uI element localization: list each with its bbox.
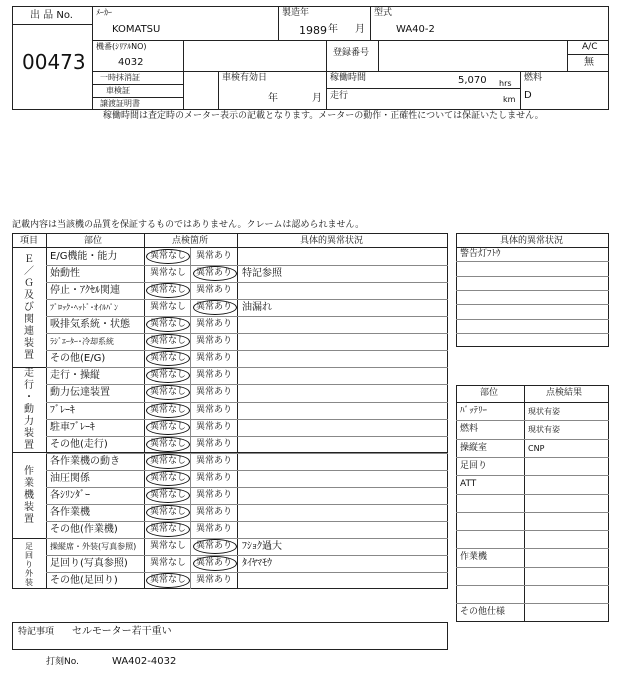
selection-circle xyxy=(146,283,190,298)
check-row-part: 操縦室 xyxy=(460,442,488,453)
check-abnormal[interactable]: 異常あり xyxy=(196,472,233,483)
check-normal[interactable]: 異常なし xyxy=(150,421,187,432)
group-label xyxy=(19,368,39,452)
table-row xyxy=(46,504,448,521)
check-normal[interactable]: 異常なし xyxy=(150,387,187,398)
group-label-char: 装 xyxy=(24,337,34,349)
year-value: 1989 xyxy=(299,24,327,37)
group-label-char: Ｇ xyxy=(24,277,34,289)
group-label-char: び xyxy=(24,301,34,313)
lot-number: 00473 xyxy=(22,50,86,74)
model-label: 型式 xyxy=(374,8,393,18)
check-col-part: 部位 xyxy=(480,388,499,398)
selection-circle xyxy=(146,249,190,264)
check-normal[interactable]: 異常なし xyxy=(150,319,187,330)
check-abnormal[interactable]: 異常あり xyxy=(196,421,233,432)
year-unit-month: 月 xyxy=(355,24,365,35)
row-part: 停止・ｱｸｾﾙ関連 xyxy=(50,285,120,297)
group-label-char: 装 xyxy=(24,501,34,513)
check-normal[interactable]: 異常なし xyxy=(150,506,187,517)
selection-circle xyxy=(146,351,190,366)
row-part: 動力伝達装置 xyxy=(50,387,110,399)
year-unit-year: 年 xyxy=(328,24,338,35)
table-row xyxy=(46,333,448,350)
group-label-char: 装 xyxy=(25,577,33,587)
group-label-char: 装 xyxy=(24,428,34,439)
row-part: 油圧関係 xyxy=(50,472,90,484)
table-row xyxy=(46,299,448,316)
group-label-char: ・ xyxy=(24,392,34,403)
row-part: 始動性 xyxy=(50,268,80,280)
selection-circle xyxy=(146,385,190,400)
check-normal[interactable]: 異常なし xyxy=(150,285,187,296)
stamp-label: 打刻No. xyxy=(46,657,79,667)
fuel-value: D xyxy=(524,90,532,101)
col-detail: 具体的異常状況 xyxy=(300,236,364,246)
table-row xyxy=(46,555,448,572)
stamp-value: WA402-4032 xyxy=(112,656,177,667)
check-normal[interactable]: 異常なし xyxy=(150,557,187,568)
group-label-char: 関 xyxy=(24,313,34,325)
check-normal[interactable]: 異常なし xyxy=(150,540,187,551)
inspect-year-unit: 年 xyxy=(268,93,278,104)
model-value: WA40-2 xyxy=(396,24,435,35)
check-abnormal[interactable]: 異常あり xyxy=(196,455,233,466)
check-abnormal[interactable]: 異常あり xyxy=(196,489,233,500)
table-row xyxy=(46,316,448,333)
group-label-char: 回 xyxy=(25,550,33,560)
maker-label: ﾒｰｶｰ xyxy=(96,8,112,17)
group-label xyxy=(19,542,39,587)
group-label-char: 行 xyxy=(24,380,34,391)
selection-circle xyxy=(146,522,190,537)
check-abnormal[interactable]: 異常あり xyxy=(196,336,233,347)
check-normal[interactable]: 異常なし xyxy=(150,472,187,483)
selection-circle xyxy=(146,403,190,418)
table-row xyxy=(46,453,448,470)
check-col-result: 点検結果 xyxy=(546,388,583,398)
selection-circle xyxy=(193,539,237,554)
row-part: その他(E/G) xyxy=(50,353,106,365)
check-row-result: 現状有姿 xyxy=(528,425,560,435)
special-value: セルモーター若干重い xyxy=(72,626,172,637)
group-label-char: 外 xyxy=(25,568,33,578)
row-part: その他(走行) xyxy=(50,438,108,450)
row-part: 走行・操縦 xyxy=(50,370,100,382)
detail-row-text: 警告灯ﾌﾄｳ xyxy=(460,249,501,259)
serial-label: 機番(ｼﾘｱﾙNO) xyxy=(96,42,147,51)
row-part: 吸排気系統・状態 xyxy=(50,319,130,331)
check-normal[interactable]: 異常なし xyxy=(150,489,187,500)
row-part: ﾌﾞﾚｰｷ xyxy=(50,404,75,416)
row-part: 駐車ﾌﾞﾚｰｷ xyxy=(50,421,95,433)
table-row xyxy=(46,521,448,538)
check-abnormal[interactable]: 異常あり xyxy=(196,404,233,415)
row-detail: 特記参照 xyxy=(242,268,282,280)
table-row xyxy=(46,367,448,384)
row-part: その他(足回り) xyxy=(50,575,118,586)
selection-circle xyxy=(146,368,190,383)
hours-note: 稼働時間は査定時のメーター表示の記載となります。メーターの動作・正確性については保証いたしません。 xyxy=(103,111,544,121)
row-detail: ﾌｼｮｸ過大 xyxy=(242,540,282,552)
check-normal[interactable]: 異常なし xyxy=(150,523,187,534)
check-row-part: 作業機 xyxy=(460,552,488,563)
table-row xyxy=(46,572,448,589)
check-abnormal[interactable]: 異常あり xyxy=(196,285,233,296)
table-row xyxy=(46,402,448,419)
row-part: その他(作業機) xyxy=(50,523,118,535)
check-normal[interactable]: 異常なし xyxy=(150,302,187,313)
group-label-char: 足 xyxy=(25,541,33,551)
check-abnormal[interactable]: 異常あり xyxy=(196,319,233,330)
row-part: E/G機能・能力 xyxy=(50,251,118,262)
group-label-char: 置 xyxy=(24,440,34,451)
table-row xyxy=(46,419,448,436)
col-check: 点検箇所 xyxy=(172,236,209,246)
selection-circle xyxy=(146,334,190,349)
group-label xyxy=(19,466,39,526)
table-row xyxy=(46,436,448,453)
group-label-char: 動 xyxy=(24,404,34,415)
group-label-char: 置 xyxy=(24,513,34,525)
table-row xyxy=(46,487,448,504)
check-row-part: 足回り xyxy=(460,460,488,471)
selection-circle xyxy=(146,437,190,452)
table-row xyxy=(46,384,448,401)
reg-label: 登録番号 xyxy=(333,48,370,58)
group-label-char: ／ xyxy=(24,265,34,277)
special-label: 特記事項 xyxy=(18,627,55,637)
selection-circle xyxy=(146,420,190,435)
group-label-char: 力 xyxy=(24,416,34,427)
check-row-result: CNP xyxy=(528,443,545,453)
ac-value: 無 xyxy=(584,57,594,68)
run-unit: km xyxy=(503,95,516,104)
group-label-char: 走 xyxy=(24,368,34,379)
table-row xyxy=(46,248,448,265)
check-abnormal[interactable]: 異常あり xyxy=(196,302,233,313)
check-abnormal[interactable]: 異常あり xyxy=(196,540,233,551)
selection-circle xyxy=(193,300,237,315)
group-label xyxy=(19,254,39,362)
serial-value: 4032 xyxy=(118,57,144,68)
check-abnormal[interactable]: 異常あり xyxy=(196,438,233,449)
row-part: 足回り(写真参照) xyxy=(50,557,128,569)
selection-circle xyxy=(146,573,190,588)
hours-unit: hrs xyxy=(499,79,512,88)
right-detail-header: 具体的異常状況 xyxy=(500,236,564,246)
check-abnormal[interactable]: 異常あり xyxy=(196,575,233,585)
row-detail: 油漏れ xyxy=(242,302,272,314)
selection-circle xyxy=(193,556,237,571)
check-abnormal[interactable]: 異常あり xyxy=(196,557,233,568)
check-normal[interactable]: 異常なし xyxy=(150,370,187,381)
ac-label: A/C xyxy=(582,42,598,52)
selection-circle xyxy=(146,317,190,332)
selection-circle xyxy=(146,488,190,503)
fuel-label: 燃料 xyxy=(524,73,543,83)
check-normal[interactable]: 異常なし xyxy=(150,438,187,449)
check-normal[interactable]: 異常なし xyxy=(150,353,187,364)
group-label-char: 及 xyxy=(24,289,34,301)
selection-circle xyxy=(146,505,190,520)
check-abnormal[interactable]: 異常あり xyxy=(196,353,233,364)
year-label: 製造年 xyxy=(282,8,310,18)
row-detail: ﾀｲﾔﾏﾓｳ xyxy=(242,557,272,569)
maker-value: KOMATSU xyxy=(112,24,161,35)
row-part: 各ｼﾘﾝﾀﾞｰ xyxy=(50,489,90,501)
check-abnormal[interactable]: 異常あり xyxy=(196,251,233,261)
check-abnormal[interactable]: 異常あり xyxy=(196,268,233,279)
row-part: ﾌﾞﾛｯｸ･ﾍｯﾄﾞ･ｵｲﾙﾊﾟﾝ xyxy=(50,303,118,313)
inspect-month-unit: 月 xyxy=(312,93,322,104)
trans-label: 譲渡証明書 xyxy=(100,99,140,108)
check-normal[interactable]: 異常なし xyxy=(150,336,187,347)
check-row-part: ﾊﾞｯﾃﾘｰ xyxy=(460,406,488,416)
check-abnormal[interactable]: 異常あり xyxy=(196,523,233,534)
lot-label: 出 品 No. xyxy=(30,10,73,21)
row-part: ﾗｼﾞｴｰﾀｰ･冷却系統 xyxy=(50,337,114,347)
group-label-char: 作 xyxy=(24,465,34,477)
check-row-part: その他仕様 xyxy=(460,607,506,618)
vehicle-label: 車検証 xyxy=(106,86,130,95)
check-row-part: 燃料 xyxy=(460,424,479,435)
check-row-result: 現状有姿 xyxy=(528,407,560,416)
inspect-label: 車検有効日 xyxy=(222,73,268,83)
row-part: 各作業機 xyxy=(50,506,90,518)
table-row xyxy=(46,265,448,282)
check-normal[interactable]: 異常なし xyxy=(150,251,187,261)
check-abnormal[interactable]: 異常あり xyxy=(196,370,233,381)
disclaimer: 記載内容は当該機の品質を保証するものではありません。クレームは認められません。 xyxy=(12,220,365,230)
hours-label: 稼働時間 xyxy=(330,73,367,83)
table-row xyxy=(46,282,448,299)
col-item: 項目 xyxy=(20,236,39,246)
col-part: 部位 xyxy=(84,236,103,246)
table-row xyxy=(46,350,448,367)
row-part: 各作業機の動き xyxy=(50,455,120,467)
group-label-char: 置 xyxy=(24,349,34,361)
check-row-part: ATT xyxy=(460,479,477,490)
check-normal[interactable]: 異常なし xyxy=(150,455,187,466)
group-label-char: 機 xyxy=(24,489,34,501)
check-abnormal[interactable]: 異常あり xyxy=(196,506,233,517)
group-label-char: り xyxy=(25,559,33,569)
temp-label: 一時抹消証 xyxy=(100,73,140,82)
selection-circle xyxy=(146,471,190,486)
selection-circle xyxy=(193,266,237,281)
check-normal[interactable]: 異常なし xyxy=(150,268,187,279)
check-abnormal[interactable]: 異常あり xyxy=(196,387,233,398)
selection-circle xyxy=(146,454,190,469)
hours-value: 5,070 xyxy=(458,75,487,86)
check-normal[interactable]: 異常なし xyxy=(150,404,187,415)
run-label: 走行 xyxy=(330,91,349,101)
table-row xyxy=(46,538,448,555)
group-label-char: Ｅ xyxy=(24,253,34,265)
row-part: 操縦席・外装(写真参照) xyxy=(50,541,137,551)
table-row xyxy=(46,470,448,487)
group-label-char: 業 xyxy=(24,477,34,489)
check-normal[interactable]: 異常なし xyxy=(150,575,187,585)
group-label-char: 連 xyxy=(24,325,34,337)
